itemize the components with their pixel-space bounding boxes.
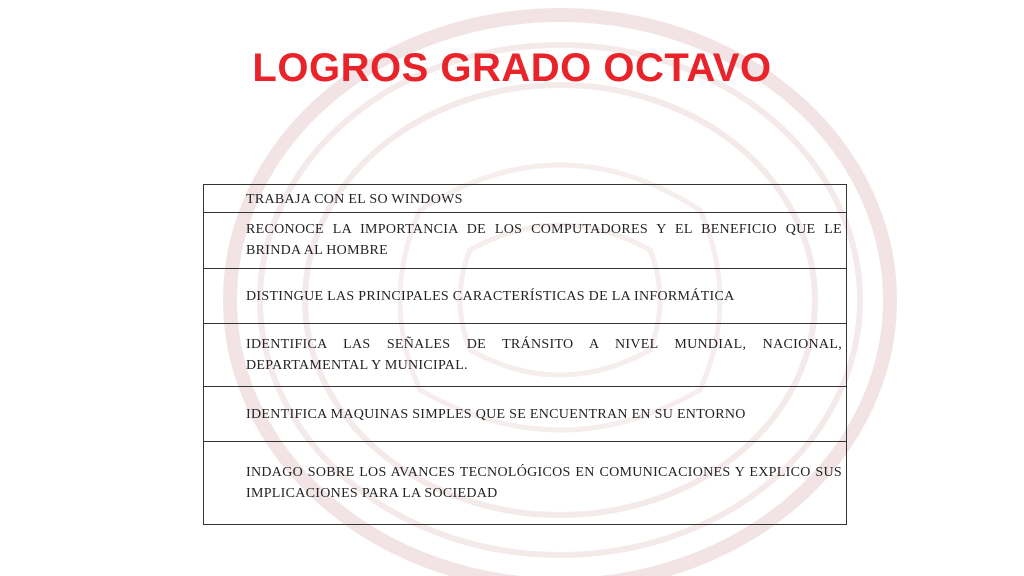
achievement-text: INDAGO SOBRE LOS AVANCES TECNOLÓGICOS EN COMUNICACIONES Y EXPLICO SUS IMPLICACIONES PARA LA SOCIEDAD <box>246 465 842 501</box>
table-row <box>204 441 846 524</box>
achievements-table <box>203 184 847 525</box>
table-row <box>204 268 846 323</box>
achievement-text: IDENTIFICA LAS SEÑALES DE TRÁNSITO A NIVEL MUNDIAL, NACIONAL, DEPARTAMENTAL Y MUNICIPAL. <box>246 337 842 373</box>
table-row <box>204 323 846 386</box>
table-row <box>204 386 846 441</box>
page-title: LOGROS GRADO OCTAVO <box>252 46 772 90</box>
achievement-text: TRABAJA CON EL SO WINDOWS <box>246 192 463 207</box>
achievement-text: IDENTIFICA MAQUINAS SIMPLES QUE SE ENCUENTRAN EN SU ENTORNO <box>246 407 746 422</box>
table-row <box>204 212 846 268</box>
table-row <box>204 185 846 212</box>
achievement-text: RECONOCE LA IMPORTANCIA DE LOS COMPUTADORES Y EL BENEFICIO QUE LE BRINDA AL HOMBRE <box>246 222 842 258</box>
achievement-text: DISTINGUE LAS PRINCIPALES CARACTERÍSTICAS DE LA INFORMÁTICA <box>246 289 735 304</box>
